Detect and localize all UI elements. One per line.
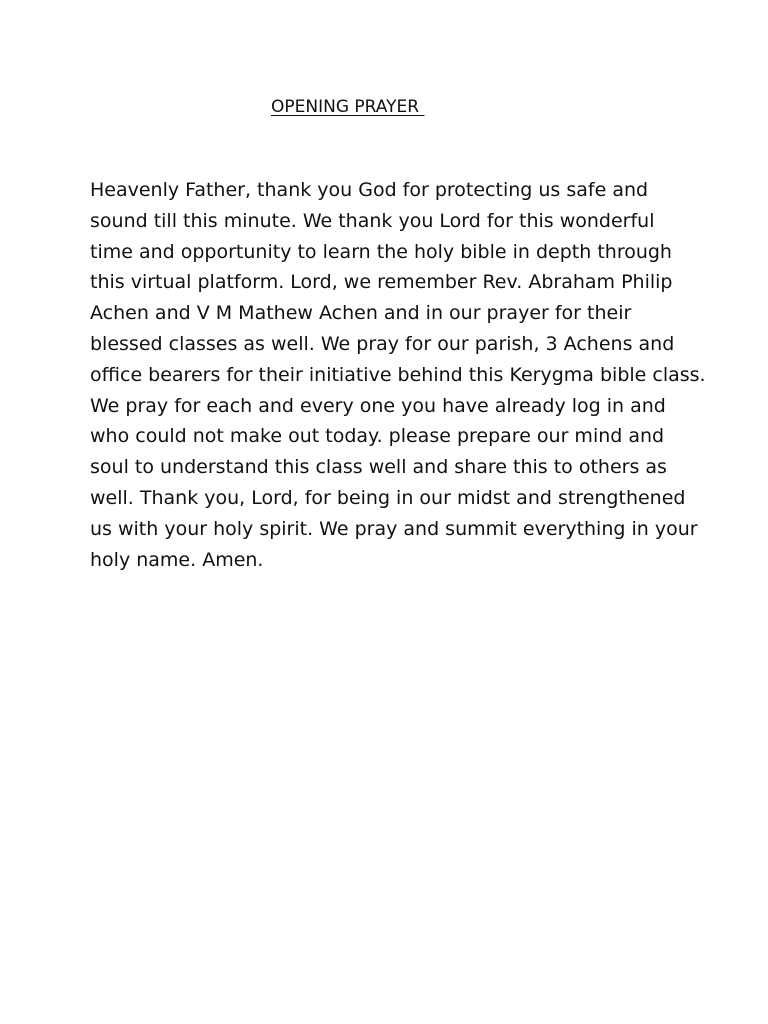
paragraph-line: time and opportunity to learn the holy bible in depth through [90, 240, 672, 263]
prayer-paragraph [90, 175, 706, 575]
paragraph-line: soul to understand this class well and share this to others as [90, 456, 667, 479]
paragraph-line: sound till this minute. We thank you Lord for this wonderful [90, 209, 655, 232]
paragraph-line: who could not make out today. please prepare our mind and [90, 425, 665, 448]
paragraph-line: holy name. Amen. [90, 548, 264, 571]
paragraph-line: We pray for each and every one you have already log in and [90, 394, 666, 417]
paragraph-line: Heavenly Father, thank you God for protecting us safe and [90, 179, 649, 201]
paragraph-line: Achen and V M Mathew Achen and in our prayer for their [90, 302, 632, 325]
document-title: OPENING PRAYER [271, 97, 425, 117]
paragraph-line: office bearers for their initiative behind this Kerygma bible class. [90, 363, 706, 386]
paragraph-line: this virtual platform. Lord, we remember Rev. Abraham Philip [90, 271, 673, 294]
paragraph-line: us with your holy spirit. We pray and summit everything in your [90, 517, 698, 540]
paragraph-line: blessed classes as well. We pray for our parish, 3 Achens and [90, 332, 675, 355]
paragraph-line: well. Thank you, Lord, for being in our midst and strengthened [90, 486, 686, 509]
